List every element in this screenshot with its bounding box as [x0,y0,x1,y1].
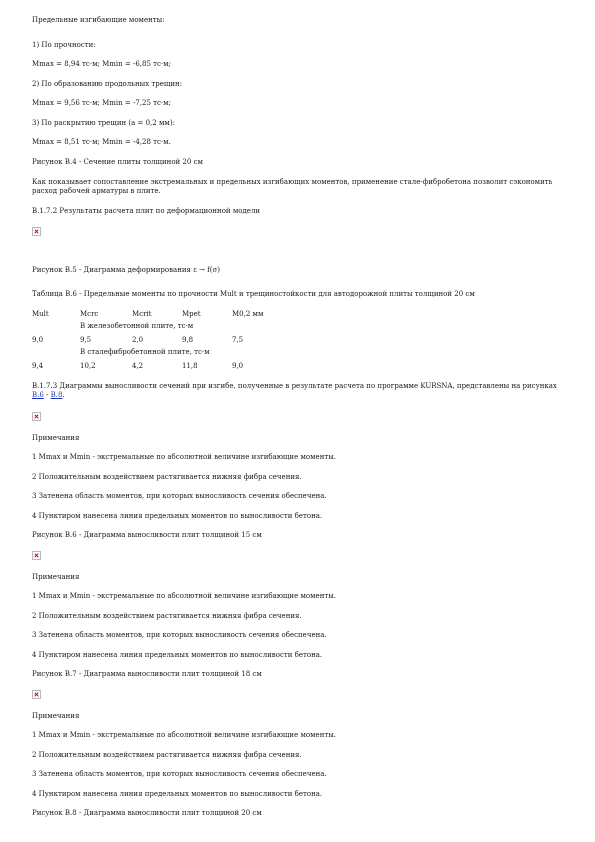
figure-caption-b5: Рисунок В.5 - Диаграмма деформирования ε → f(σ) [32,266,220,274]
table-cell: 9,8 [182,336,194,344]
table-cell: 2,0 [132,336,144,344]
note-item: 4 Пунктиром нанесена линия предельных моментов по выносливости бетона. [32,790,323,798]
table-header-cell: Mult [32,310,49,318]
link-separator: - [43,391,51,399]
strength-title: 1) По прочности: [32,41,96,49]
table-cell: 11,8 [182,362,198,370]
limit-moments-heading: Предельные изгибающие моменты: [32,16,165,24]
note-item: 2 Положительным воздействием растягивается нижняя фибра сечения. [32,473,302,481]
note-item: 1 Mmax и Mmin - экстремальные по абсолютной величине изгибающие моменты. [32,592,337,600]
table-group-title: В железобетонной плите, тс·м [80,322,194,330]
table-caption-b6: Таблица В.6 - Предельные моменты по прочности Mult и трещиностойкости для автодорожной плиты толщиной 20 см [32,290,475,298]
broken-image-icon [32,551,41,560]
section-heading-b172: В.1.7.2 Результаты расчета плит по деформационной модели [32,207,261,215]
table-header-cell: Mcrit [132,310,152,318]
figure-link-b8[interactable]: В.8 [50,391,63,399]
broken-image-icon [32,690,41,699]
note-item: 1 Mmax и Mmin - экстремальные по абсолютной величине изгибающие моменты. [32,453,337,461]
table-cell: 4,2 [132,362,144,370]
broken-image-icon [32,227,41,236]
figure-caption-b4: Рисунок В.4 - Сечение плиты толщиной 20 см [32,158,203,166]
figure-caption-b8: Рисунок В.8 - Диаграмма выносливости плит толщиной 20 см [32,809,262,817]
broken-image-icon [32,412,41,421]
note-item: 3 Затенена область моментов, при которых выносливость сечения обеспечена. [32,631,327,639]
note-item: 4 Пунктиром нанесена линия предельных моментов по выносливости бетона. [32,651,323,659]
figure-caption-b7: Рисунок В.7 - Диаграмма выносливости плит толщиной 18 см [32,670,262,678]
note-item: 2 Положительным воздействием растягивается нижняя фибра сечения. [32,612,302,620]
crack-opening-values: Mmax = 8,51 тс·м; Mmin = -4,28 тс·м. [32,138,171,146]
table-cell: 7,5 [232,336,244,344]
table-header-cell: Mcrc [80,310,99,318]
longitudinal-cracks-title: 2) По образованию продольных трещин: [32,80,183,88]
note-item: 3 Затенена область моментов, при которых выносливость сечения обеспечена. [32,492,327,500]
comparison-paragraph: Как показывает сопоставление экстремальных и предельных изгибающих моментов, применение стале-фибробетона позволит сэкономить расход рабочей арматуры в плите. [32,178,553,195]
longitudinal-cracks-values: Mmax = 9,56 тс·м; Mmin = -7,25 тс·м; [32,99,171,107]
note-item: 1 Mmax и Mmin - экстремальные по абсолютной величине изгибающие моменты. [32,731,337,739]
note-item: 3 Затенена область моментов, при которых выносливость сечения обеспечена. [32,770,327,778]
figure-caption-b6: Рисунок В.6 - Диаграмма выносливости плит толщиной 15 см [32,531,262,539]
strength-values: Mmax = 8,94 тс·м; Mmin = -6,85 тс·м; [32,60,171,68]
section-b173-text: В.1.7.3 Диаграммы выносливости сечений при изгибе, полученные в результате расчета по программе KURSNA, представлены на рисунках [32,382,557,390]
table-group-title: В сталефибробетонной плите, тс·м [80,348,210,356]
crack-opening-title: 3) По раскрытию трещин (a = 0,2 мм): [32,119,175,127]
table-cell: 9,4 [32,362,44,370]
table-cell: 9,0 [232,362,244,370]
table-cell: 9,0 [32,336,44,344]
table-header-cell: M0,2 мм [232,310,264,318]
note-item: 2 Положительным воздействием растягивается нижняя фибра сечения. [32,751,302,759]
section-paragraph-b173 [32,382,563,400]
table-cell: 9,5 [80,336,92,344]
notes-title: Примечания [32,434,80,442]
notes-title: Примечания [32,712,80,720]
table-header-cell: Mpet [182,310,201,318]
table-cell: 10,2 [80,362,96,370]
sentence-end: . [62,391,65,399]
notes-title: Примечания [32,573,80,581]
figure-link-b6[interactable]: В.6 [32,391,44,399]
note-item: 4 Пунктиром нанесена линия предельных моментов по выносливости бетона. [32,512,323,520]
